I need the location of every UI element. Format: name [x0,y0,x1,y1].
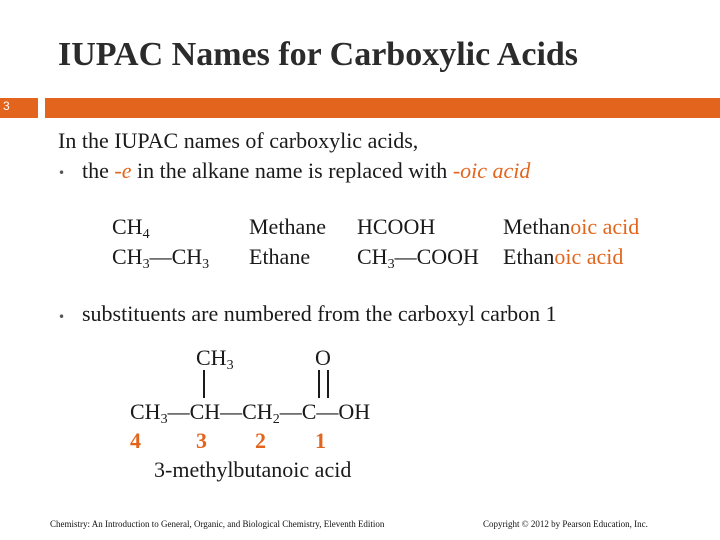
methane-formula: $CH_4$ [112,214,150,242]
page-title: IUPAC Names for Carboxylic Acids [58,36,579,73]
carbon-number-3: 3 [196,428,207,453]
methane-name: Methane [249,214,326,239]
carbonyl-oxygen: O [315,345,331,370]
intro-text: In the IUPAC names of carboxylic acids, [58,128,419,153]
methanoic-formula: HCOOH [357,214,436,239]
bullet1-middle: in the alkane name is replaced with [131,158,453,183]
title-divider-bar [45,98,720,118]
double-bond-right [327,370,329,398]
footer-copyright: Copyright © 2012 by Pearson Education, Inc. [483,519,648,529]
ethane-formula: $CH_3—CH_3$ [112,244,210,272]
methyl-group: $CH_3$ [196,345,234,373]
e-suffix: -e [114,158,132,183]
ethane-name: Ethane [249,244,311,269]
bullet1-prefix: the [82,158,115,183]
bullet-oic-rule [82,158,530,184]
compound-name: 3-methylbutanoic acid [154,457,352,482]
slide-number: 3 [3,99,10,113]
footer-book-title: Chemistry: An Introduction to General, Organic, and Biological Chemistry, Eleventh Edition [50,519,385,529]
ethanoic-formula: $CH_3—COOH$ [357,244,479,272]
carbon-number-1: 1 [315,428,326,453]
oic-acid-suffix: -oic acid [452,158,531,183]
ethanoic-acid-name: Ethanoic acid [503,244,624,269]
double-bond-left [318,370,320,398]
carbon-number-4: 4 [130,428,141,453]
methyl-bond [203,370,205,398]
bullet-marker: • [58,166,66,180]
carbon-number-2: 2 [255,428,266,453]
substituent-rule-text: substituents are numbered from the carboxyl carbon 1 [82,301,557,326]
bullet-marker-2: • [58,310,66,324]
main-chain: $CH_3—CH—CH_2—C—OH$ [130,399,371,427]
methanoic-acid-name: Methanoic acid [503,214,640,239]
